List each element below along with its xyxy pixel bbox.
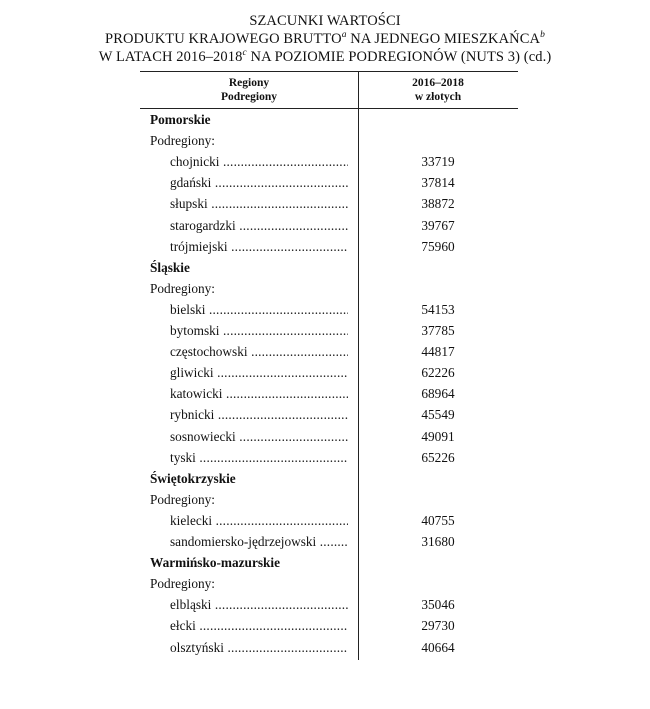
subregion-name: bytomski ..... (170, 320, 348, 341)
region-row (140, 468, 518, 489)
gdp-per-capita-table (140, 71, 518, 665)
subregion-name: elbląski ..... (170, 594, 348, 615)
subregions-label: Podregiony: (150, 491, 216, 507)
table-row (140, 594, 518, 615)
table-row (140, 362, 518, 383)
subregion-value: 37814 (421, 175, 455, 191)
subregion-value: 54153 (421, 301, 455, 317)
table-row (140, 193, 518, 214)
subregion-value: 40664 (421, 639, 455, 655)
subregion-value: 31680 (421, 534, 455, 549)
title-line-3-text-2: NA POZIOMIE PODREGIONÓW (NUTS 3) (cd.) (246, 49, 552, 65)
subregion-name: chojnicki ..... (170, 151, 348, 172)
subregions-label: Podregiony: (150, 576, 216, 592)
title-line-1: SZACUNKI WARTOŚCI (249, 13, 401, 29)
subregion-value: 49091 (421, 428, 455, 444)
header-regions-line-2: Podregiony (220, 91, 277, 103)
subregion-name: słupski ..... (170, 193, 348, 214)
document-title (0, 12, 650, 66)
subregion-value: 33719 (421, 154, 455, 170)
subregion-name: sandomiersko-jędrzejowski ..... (170, 531, 348, 552)
table-row (140, 215, 518, 236)
table-row (140, 404, 518, 425)
subregion-name: bielski ..... (170, 299, 348, 320)
subregions-label: Podregiony: (150, 133, 216, 149)
title-line-3-text: W LATACH 2016–2018 (98, 49, 243, 65)
subregion-value: 37785 (421, 323, 455, 338)
table-row (140, 172, 518, 193)
subregion-name: kielecki ..... (170, 510, 348, 531)
footnote-mark-c: c (242, 48, 247, 58)
subregion-value: 29730 (421, 618, 455, 634)
subregions-label-row (140, 130, 518, 151)
subregion-value: 38872 (421, 196, 455, 212)
header-value-line-1: 2016–2018 (412, 77, 464, 89)
table-row (140, 531, 518, 552)
header-regions-line-1: Regiony (228, 77, 270, 89)
header-value (358, 76, 518, 104)
subregion-value: 62226 (421, 365, 455, 381)
region-name: Śląskie (150, 259, 190, 275)
subregion-value: 45549 (421, 407, 455, 423)
region-row (140, 109, 518, 130)
subregion-value: 35046 (421, 597, 455, 613)
table-top-rule (140, 71, 518, 72)
subregions-label: Podregiony: (150, 280, 216, 296)
subregion-name: gliwicki ..... (170, 362, 348, 383)
region-row (140, 552, 518, 573)
subregion-name: katowicki ..... (170, 383, 348, 404)
subregion-value: 39767 (421, 217, 455, 233)
header-regions (140, 76, 358, 104)
title-line-2 (0, 30, 650, 48)
subregion-value: 68964 (421, 386, 455, 402)
footnote-mark-b: b (540, 30, 545, 40)
subregion-value: 40755 (421, 512, 455, 528)
subregion-name: ełcki ..... (170, 615, 348, 636)
subregion-name: starogardzki ..... (170, 215, 348, 236)
subregions-label-row (140, 489, 518, 510)
table-row (140, 615, 518, 636)
table-row (140, 447, 518, 468)
title-line-3 (0, 48, 650, 66)
table-row (140, 510, 518, 531)
table-row (140, 236, 518, 257)
region-name: Pomorskie (150, 112, 211, 127)
subregion-name: gdański ..... (170, 172, 348, 193)
region-name: Świętokrzyskie (150, 470, 236, 486)
subregion-value: 44817 (421, 344, 455, 360)
subregion-value: 75960 (421, 238, 455, 254)
subregions-label-row (140, 573, 518, 594)
title-line-2-text: PRODUKTU KRAJOWEGO BRUTTO (105, 31, 342, 47)
table-row (140, 426, 518, 447)
table-row (140, 151, 518, 172)
subregion-name: tyski ..... (170, 447, 348, 468)
region-name: Warmińsko-mazurskie (150, 555, 281, 571)
subregion-value: 65226 (421, 449, 455, 465)
table-row (140, 299, 518, 320)
table-row (140, 341, 518, 362)
subregion-name: sosnowiecki ..... (170, 426, 348, 447)
region-row (140, 257, 518, 278)
table-row (140, 383, 518, 404)
table-row (140, 320, 518, 341)
header-value-line-2: w złotych (414, 91, 462, 103)
footnote-mark-a: a (341, 30, 347, 40)
subregions-label-row (140, 278, 518, 299)
title-line-2-text-2: NA JEDNEGO MIESZKAŃCA (346, 31, 541, 47)
subregion-name: rybnicki ..... (170, 404, 348, 425)
subregion-name: trójmiejski ..... (170, 236, 348, 257)
subregion-name: częstochowski ..... (170, 341, 348, 362)
table-row (140, 637, 518, 658)
subregion-name: olsztyński ..... (170, 637, 348, 658)
